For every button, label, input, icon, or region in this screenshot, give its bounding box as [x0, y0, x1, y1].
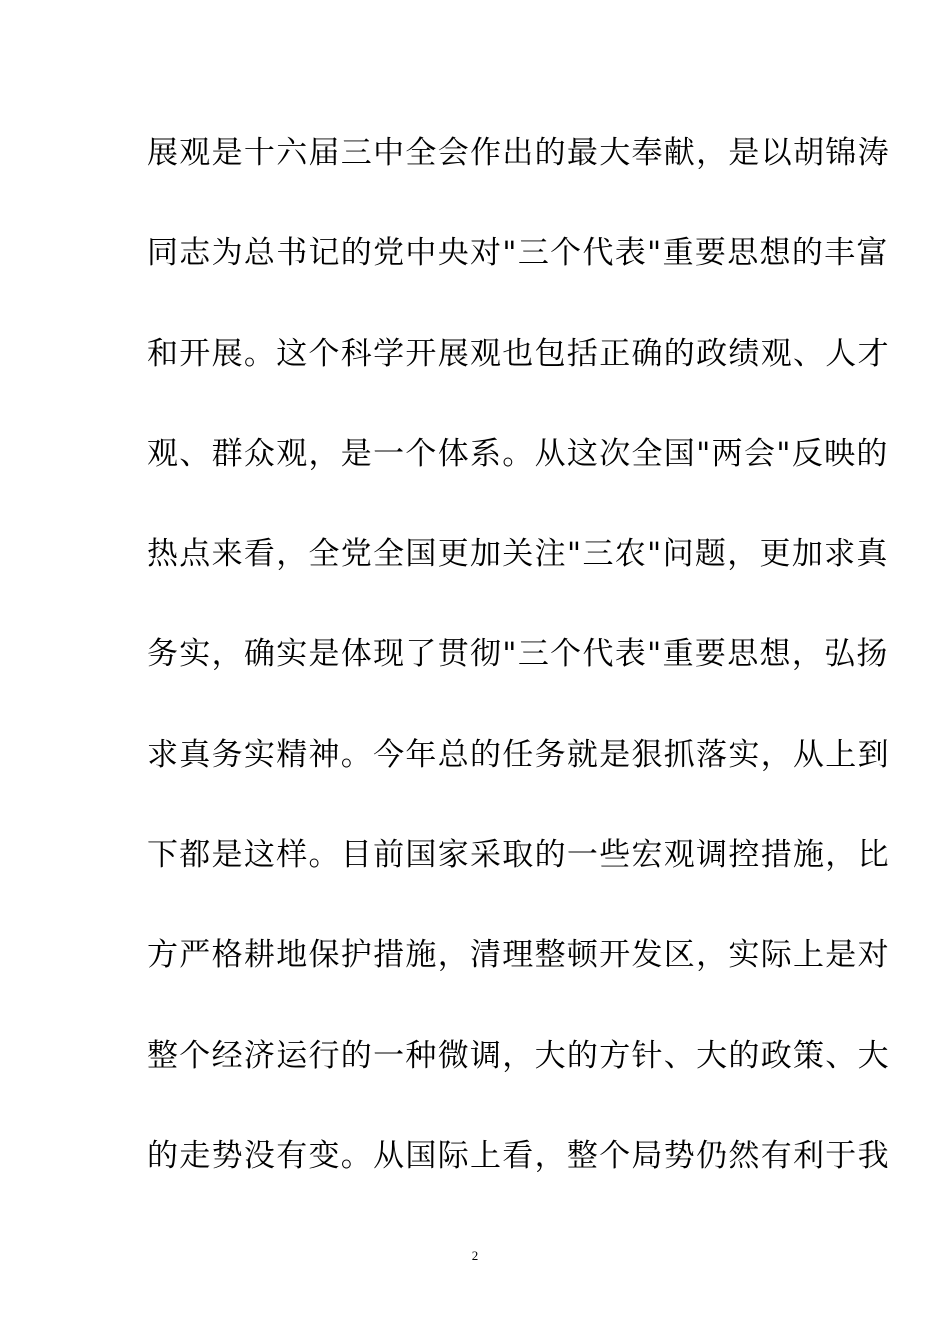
- text-line: 热点来看，全党全国更加关注"三农"问题，更加求真: [147, 536, 889, 573]
- page-number: 2: [471, 1248, 479, 1263]
- text-line: 同志为总书记的党中央对"三个代表"重要思想的丰富: [147, 235, 889, 272]
- body-text: [147, 128, 890, 1231]
- text-line: 务实，确实是体现了贯彻"三个代表"重要思想，弘扬: [147, 636, 889, 673]
- text-line: 观、群众观，是一个体系。从这次全国"两会"反映的: [147, 435, 889, 472]
- text-line: 方严格耕地保护措施，清理整顿开发区，实际上是对: [147, 937, 890, 974]
- text-line: 和开展。这个科学开展观也包括正确的政绩观、人才: [147, 335, 890, 372]
- text-line: 的走势没有变。从国际上看，整个局势仍然有利于我: [147, 1137, 890, 1174]
- text-line: 整个经济运行的一种微调，大的方针、大的政策、大: [147, 1037, 890, 1074]
- text-line: 展观是十六届三中全会作出的最大奉献，是以胡锦涛: [147, 135, 890, 171]
- text-line: 下都是这样。目前国家采取的一些宏观调控措施，比: [147, 837, 890, 874]
- text-line: 求真务实精神。今年总的任务就是狠抓落实，从上到: [147, 736, 890, 773]
